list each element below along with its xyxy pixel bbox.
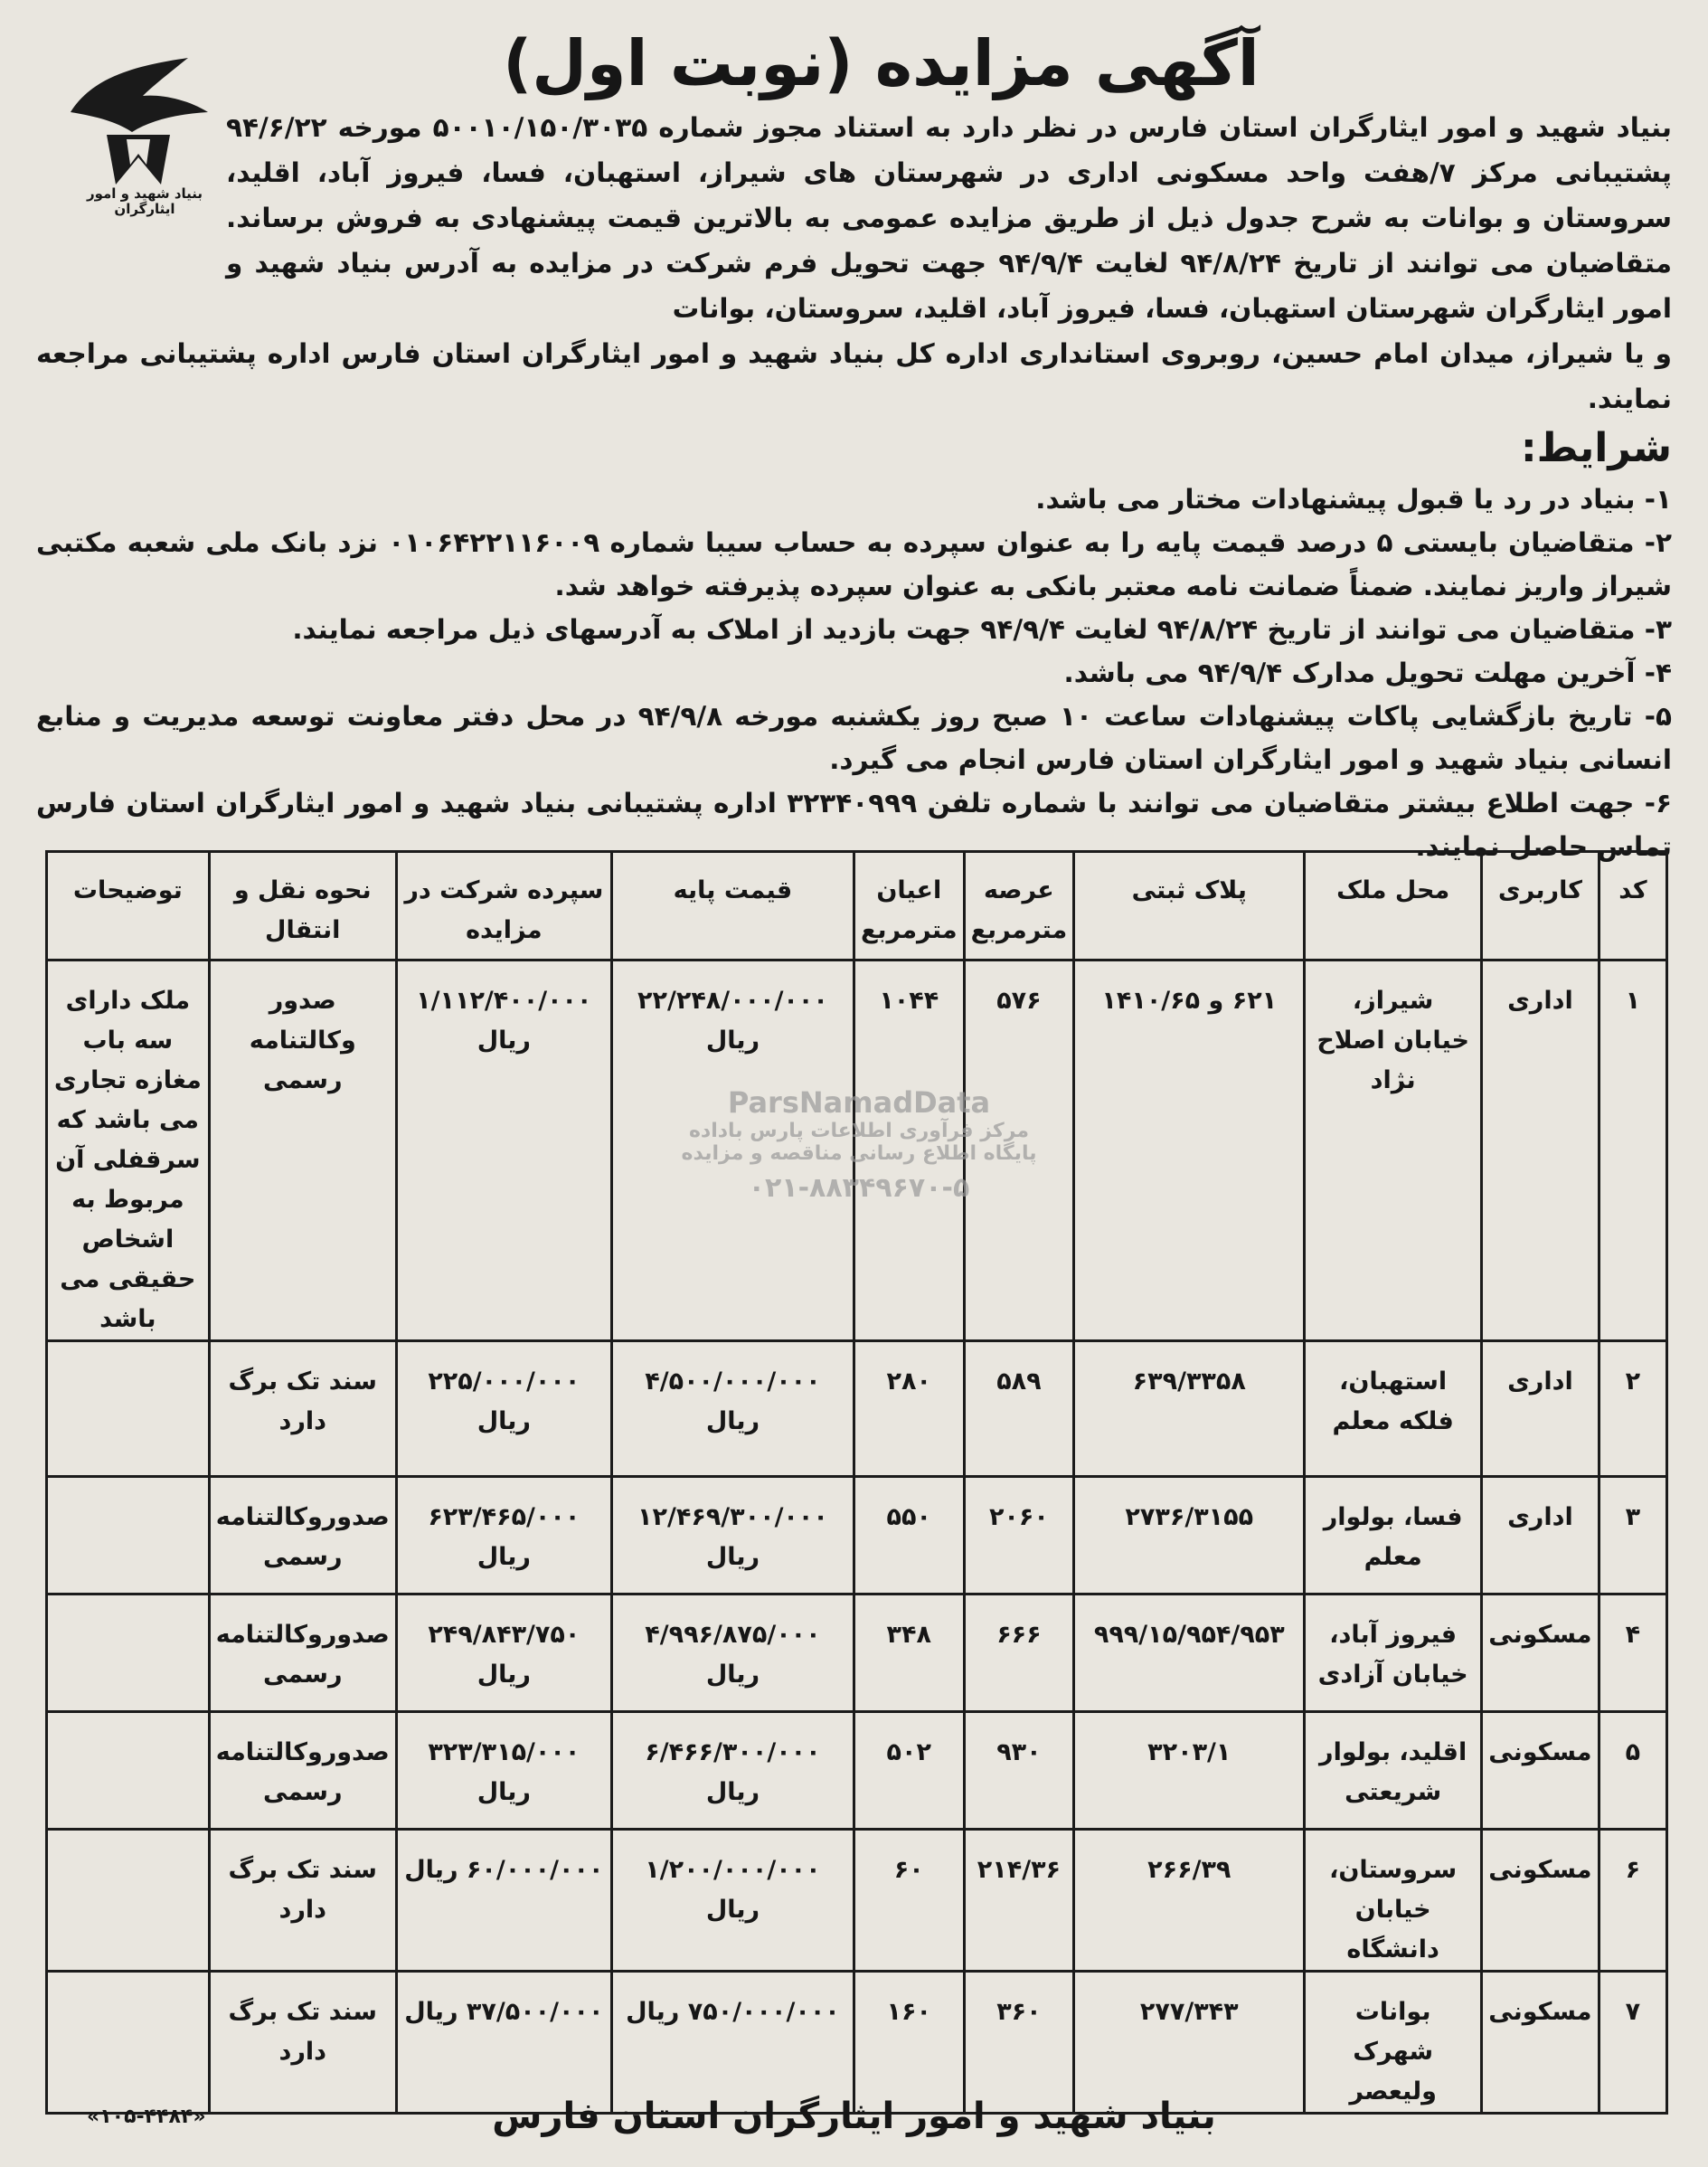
cell-transfer: صدوروکالتنامه رسمی [209,1712,396,1830]
cell-transfer: سند تک برگ دارد [209,1972,396,2114]
cell-location: استهبان، فلکه معلم [1305,1341,1482,1477]
cell-ayan: ۵۰۲ [854,1712,964,1830]
header-code: کد [1599,852,1666,960]
cell-use: مسکونی [1481,1594,1599,1712]
cell-code: ۲ [1599,1341,1666,1477]
cell-price: ۱/۲۰۰/۰۰۰/۰۰۰ ریال [611,1830,854,1972]
cell-price: ۷۵۰/۰۰۰/۰۰۰ ریال [611,1972,854,2114]
cell-location: سروستان، خیابان دانشگاه [1305,1830,1482,1972]
cell-plak: ۳۲۰۳/۱ [1074,1712,1305,1830]
cell-location: شیراز، خیابان اصلاح نژاد [1305,960,1482,1341]
cell-transfer: سند تک برگ دارد [209,1830,396,1972]
cell-transfer: صدوروکالتنامه رسمی [209,1594,396,1712]
table-row [47,1341,1667,1477]
header-deposit: سپرده شرکت در مزایده [396,852,611,960]
watermark-line: مرکز فرآوری اطلاعات پارس باداده [688,1120,1030,1142]
reference-code: «۱۰۵-۴۴۸۴» [87,2105,206,2128]
conditions-heading: شرایط: [1521,425,1672,471]
cell-notes [47,1712,210,1830]
cell-arse: ۵۸۹ [964,1341,1074,1477]
cell-deposit: ۶۲۳/۴۶۵/۰۰۰ ریال [396,1477,611,1594]
cell-ayan: ۲۸۰ [854,1341,964,1477]
cell-use: اداری [1481,1341,1599,1477]
intro-paragraph: بنیاد شهید و امور ایثارگران استان فارس در نظر دارد به استناد مجوز شماره ۵۰۰۱۰/۱۵۰/۳۰۳۵ مورخه ۹۴/۶/۲۲ پشتیبانی مرکز ۷/هفت واحد مسکونی اداری در شهرستان های شیراز، استهبان، فسا، فیروز آباد، اقلید، سروستان و بوانات به شرح جدول ذیل از طریق مزایده عمومی به بالاترین قیمت پیشنهادی به فروش برساند. متقاضیان می توانند از تاریخ ۹۴/۸/۲۴ لغایت ۹۴/۹/۴ جهت تحویل فرم شرکت در مزایده به آدرس بنیاد شهید و امور ایثارگران شهرستان استهبان، فسا، فیروز آباد، اقلید، سروستان، بوانات [226,112,1673,324]
header-transfer: نحوه نقل و انتقال [209,852,396,960]
cell-notes [47,1594,210,1712]
cell-ayan: ۶۰ [854,1830,964,1972]
cell-deposit: ۳۲۳/۳۱۵/۰۰۰ ریال [396,1712,611,1830]
cell-plak: ۲۷۷/۳۴۳ [1074,1972,1305,2114]
cell-notes: ملک دارای سه باب مغازه تجاری می باشد که سرقفلی آن مربوط به اشخاص حقیقی می باشد [47,960,210,1341]
header-use: کاربری [1481,852,1599,960]
cell-code: ۴ [1599,1594,1666,1712]
condition-item: ۶- جهت اطلاع بیشتر متقاضیان می توانند با شماره تلفن ۳۲۳۴۰۹۹۹ اداره پشتیبانی بنیاد شهید و امور ایثارگران استان فارس تماس حاصل نمایند. [36,788,1673,862]
cell-transfer: سند تک برگ دارد [209,1341,396,1477]
header-location: محل ملک [1305,852,1482,960]
cell-arse: ۳۶۰ [964,1972,1074,2114]
cell-location: بوانات شهرک ولیعصر [1305,1972,1482,2114]
cell-arse: ۶۶۶ [964,1594,1074,1712]
cell-ayan: ۵۵۰ [854,1477,964,1594]
cell-plak: ۹۹۹/۱۵/۹۵۴/۹۵۳ [1074,1594,1305,1712]
table-row [47,1712,1667,1830]
cell-arse: ۲۱۴/۳۶ [964,1830,1074,1972]
cell-ayan: ۳۴۸ [854,1594,964,1712]
header-price: قیمت پایه [611,852,854,960]
cell-use: مسکونی [1481,1830,1599,1972]
cell-code: ۳ [1599,1477,1666,1594]
cell-price: ۴/۵۰۰/۰۰۰/۰۰۰ ریال [611,1341,854,1477]
cell-notes [47,1477,210,1594]
cell-arse: ۵۷۶ [964,960,1074,1341]
cell-location: اقلید، بولوار شریعتی [1305,1712,1482,1830]
cell-plak: ۶۲۱ و ۱۴۱۰/۶۵ [1074,960,1305,1341]
cell-plak: ۶۳۹/۳۳۵۸ [1074,1341,1305,1477]
cell-use: اداری [1481,960,1599,1341]
cell-code: ۱ [1599,960,1666,1341]
cell-price: ۱۲/۴۶۹/۳۰۰/۰۰۰ ریال [611,1477,854,1594]
condition-item: ۲- متقاضیان بایستی ۵ درصد قیمت پایه را به عنوان سپرده به حساب سیبا شماره ۰۱۰۶۴۲۲۱۱۶۰۰۹ نزد بانک ملی شعبه مکتبی شیراز واریز نمایند. ضمناً ضمانت نامه معتبر بانکی به عنوان سپرده پذیرفته خواهد شد. [36,527,1672,601]
condition-item: ۴- آخرین مهلت تحویل مدارک ۹۴/۹/۴ می باشد. [1063,658,1672,688]
cell-code: ۵ [1599,1712,1666,1830]
header-notes: توضیحات [47,852,210,960]
watermark-brand: ParsNamadData [727,1085,991,1120]
condition-item: ۳- متقاضیان می توانند از تاریخ ۹۴/۸/۲۴ لغایت ۹۴/۹/۴ جهت بازدید از املاک به آدرسهای ذیل مراجعه نمایند. [292,614,1672,645]
cell-ayan: ۱۶۰ [854,1972,964,2114]
cell-transfer: صدور وکالتنامه رسمی [209,960,396,1341]
watermark-line: پایگاه اطلاع رسانی مناقصه و مزایده [681,1142,1037,1165]
cell-price: ۴/۹۹۶/۸۷۵/۰۰۰ ریال [611,1594,854,1712]
cell-use: اداری [1481,1477,1599,1594]
cell-notes [47,1341,210,1477]
cell-notes [47,1830,210,1972]
cell-location: فسا، بولوار معلم [1305,1477,1482,1594]
table-row [47,1594,1667,1712]
cell-plak: ۲۶۶/۳۹ [1074,1830,1305,1972]
condition-item: ۵- تاریخ بازگشایی پاکات پیشنهادات ساعت ۱۰ صبح روز یکشنبه مورخه ۹۴/۹/۸ در محل دفتر معاونت توسعه مدیریت و منابع انسانی بنیاد شهید و امور ایثارگران استان فارس انجام می گیرد. [36,701,1672,775]
cell-transfer: صدوروکالتنامه رسمی [209,1477,396,1594]
header-arse: عرصه مترمربع [964,852,1074,960]
cell-price: ۲۲/۲۴۸/۰۰۰/۰۰۰ ریال [611,960,854,1341]
dove-emblem-icon [52,49,224,194]
intro-paragraph-tail: و یا شیراز، میدان امام حسین، روبروی استانداری اداره کل بنیاد شهید و امور ایثارگران استان فارس اداره پشتیبانی مراجعه نمایند. [36,338,1672,414]
cell-deposit: ۲۲۵/۰۰۰/۰۰۰ ریال [396,1341,611,1477]
cell-deposit: ۶۰/۰۰۰/۰۰۰ ریال [396,1830,611,1972]
cell-ayan: ۱۰۴۴ [854,960,964,1341]
cell-deposit: ۳۷/۵۰۰/۰۰۰ ریال [396,1972,611,2114]
cell-code: ۷ [1599,1972,1666,2114]
header-ayan: اعیان مترمربع [854,852,964,960]
cell-use: مسکونی [1481,1972,1599,2114]
watermark [678,1085,1040,1204]
table-header-row [47,852,1667,960]
cell-deposit: ۱/۱۱۲/۴۰۰/۰۰۰ ریال [396,960,611,1341]
cell-location: فیروز آباد، خیابان آزادی [1305,1594,1482,1712]
page-title: آگهی مزایده (نوبت اول) [503,26,1260,100]
cell-deposit: ۲۴۹/۸۴۳/۷۵۰ ریال [396,1594,611,1712]
cell-code: ۶ [1599,1830,1666,1972]
properties-table [45,850,1668,2115]
logo-caption: بنیاد شهید و امور ایثارگران [86,185,203,217]
cell-arse: ۲۰۶۰ [964,1477,1074,1594]
table-row [47,1830,1667,1972]
cell-plak: ۲۷۳۶/۳۱۵۵ [1074,1477,1305,1594]
cell-arse: ۹۳۰ [964,1712,1074,1830]
header-plak: پلاک ثبتی [1074,852,1305,960]
footer-signature: بنیاد شهید و امور ایثارگران استان فارس [492,2096,1216,2137]
table-row [47,1477,1667,1594]
cell-use: مسکونی [1481,1712,1599,1830]
cell-price: ۶/۴۶۶/۳۰۰/۰۰۰ ریال [611,1712,854,1830]
condition-item: ۱- بنیاد در رد یا قبول پیشنهادات مختار می باشد. [1035,484,1672,515]
watermark-phone: ۰۲۱-۸۸۳۴۹۶۷۰-۵ [748,1172,970,1204]
